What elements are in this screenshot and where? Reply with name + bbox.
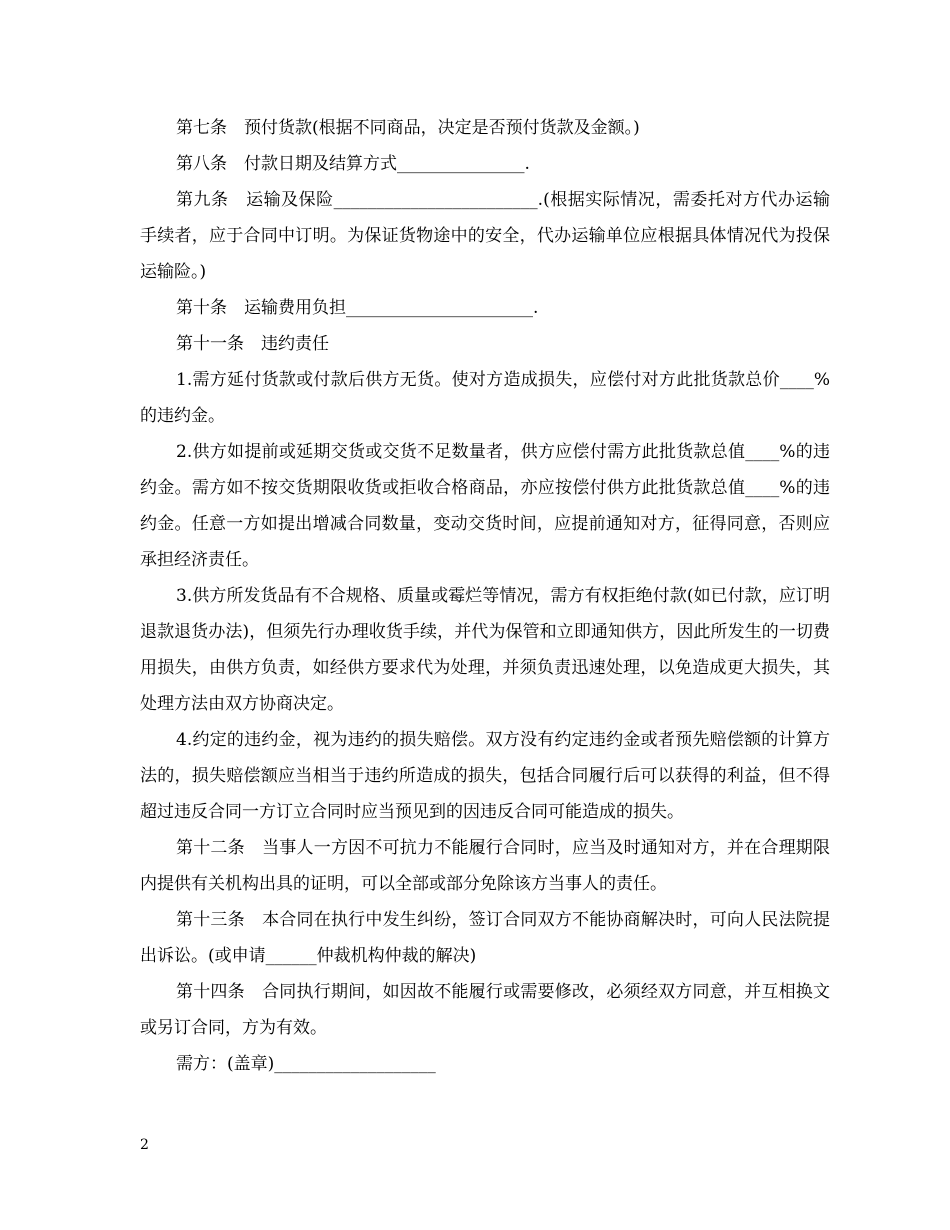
clause-8-payment-date: 第八条 付款日期及结算方式_______________. (176, 154, 530, 174)
clause-9-transport-insurance: 第九条 运输及保险________________________.(根据实际情况，需委托对方代办运输手续者，应于合同中订明。为保证货物途中的安全，代办运输单位应根据具体情况代为投保运输险。) (140, 190, 830, 282)
clause-11-heading: 第十一条 违约责任 (176, 334, 329, 354)
clause-12-force-majeure: 第十二条 当事人一方因不可抗力不能履行合同时，应当及时通知对方，并在合理期限内提供有关机构出具的证明，可以全部或部分免除该方当事人的责任。 (140, 838, 830, 894)
page-number: 2 (140, 1137, 149, 1153)
buyer-signature-line: 需方：(盖章)___________________ (176, 1054, 436, 1074)
clause-7-advance-payment: 第七条 预付货款(根据不同商品，决定是否预付货款及金额。) (176, 118, 640, 138)
clause-10-transport-cost: 第十条 运输费用负担______________________. (176, 298, 539, 318)
clause-11-item-3: 3.供方所发货品有不合规格、质量或霉烂等情况，需方有权拒绝付款(如已付款，应订明退款退货办法)，但须先行办理收货手续，并代为保管和立即通知供方，因此所发生的一切费用损失，由供方负责，如经供方要求代为处理，并须负责迅速处理，以免造成更大损失，其处理方法由双方协商决定。 (140, 586, 830, 714)
clause-14-amendments: 第十四条 合同执行期间，如因故不能履行或需要修改，必须经双方同意，并互相换文或另订合同，方为有效。 (140, 982, 830, 1038)
clause-11-item-2: 2.供方如提前或延期交货或交货不足数量者，供方应偿付需方此批货款总值____%的违约金。需方如不按交货期限收货或拒收合格商品，亦应按偿付供方此批货款总值____%的违约金。任意一方如提出增减合同数量，变动交货时间，应提前通知对方，征得同意，否则应承担经济责任。 (140, 442, 830, 570)
document-body (140, 110, 830, 1082)
clause-11-item-1: 1.需方延付货款或付款后供方无货。使对方造成损失，应偿付对方此批货款总价____%的违约金。 (140, 370, 830, 426)
clause-11-item-4: 4.约定的违约金，视为违约的损失赔偿。双方没有约定违约金或者预先赔偿额的计算方法的，损失赔偿额应当相当于违约所造成的损失，包括合同履行后可以获得的利益，但不得超过违反合同一方订立合同时应当预见到的因违反合同可能造成的损失。 (140, 730, 830, 822)
clause-13-disputes: 第十三条 本合同在执行中发生纠纷，签订合同双方不能协商解决时，可向人民法院提出诉讼。(或申请______仲裁机构仲裁的解决) (140, 910, 830, 966)
